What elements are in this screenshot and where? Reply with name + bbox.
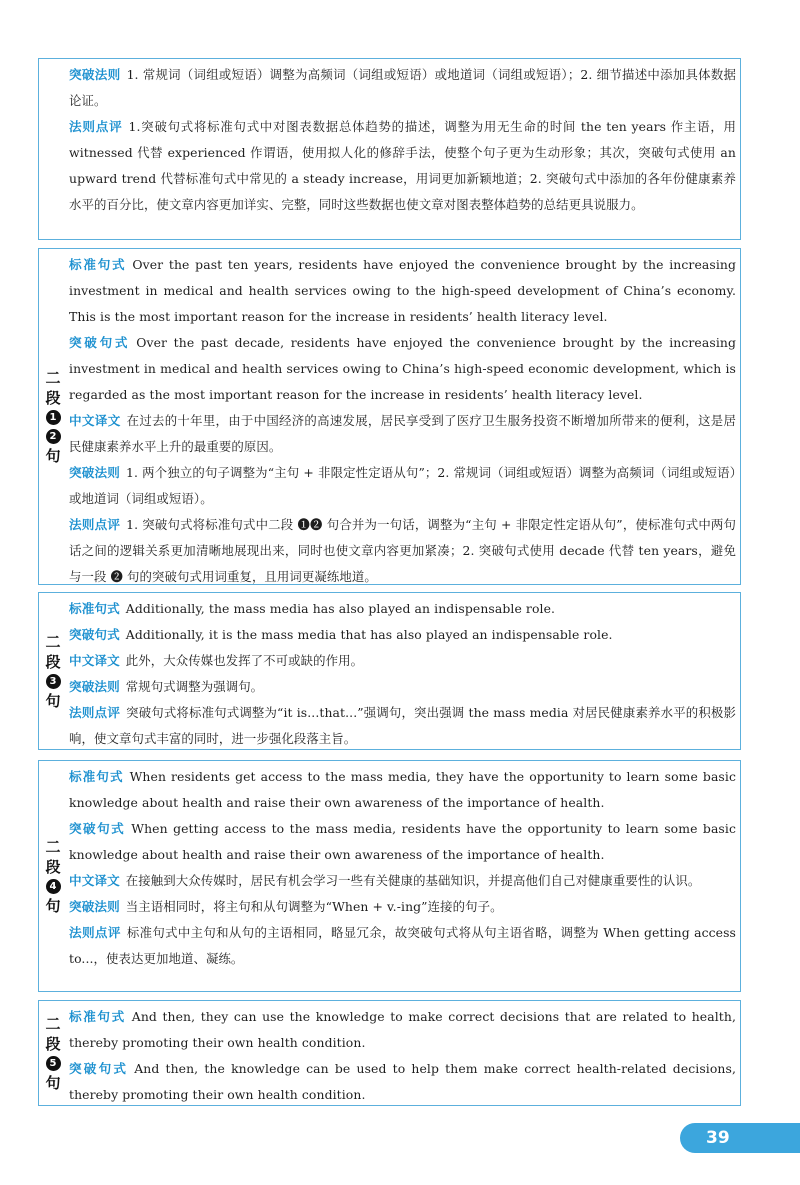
row-breakthrough [69,816,736,868]
side-label-duan: 段 [45,857,61,876]
row-text: Over the past ten years, residents have enjoyed the convenience brought by the increasing investment in medical and health services owing to the high-speed development of China’s economy. This is the most important reason for the increase in residents’ health literacy level. [69,257,736,324]
row-text: 在接触到大众传媒时，居民有机会学习一些有关健康的基础知识，并提高他们自己对健康重要性的认识。 [125,873,701,888]
row-technique [69,894,736,920]
row-tag: 突破法则 [69,465,121,480]
row-standard [69,764,736,816]
row-text: 1. 突破句式将标准句式中二段 ❶❷ 句合并为一句话，调整为“主句 + 非限定性定语从句”，使标准句式中两句话之间的逻辑关系更加清晰地展现出来，同时也使文章内容更加紧凑；2. 突破句式使用 decade 代替 ten years，避免与一段 ❷ 句的突破句式用词重复，且用词更凝练地道。 [69,517,736,584]
row-tag: 突破法则 [69,67,121,82]
sentence-number-badge: 4 [46,879,61,894]
section-content [67,59,740,218]
row-tag: 突破法则 [69,899,120,914]
row-comment [69,700,736,750]
row-text: 1.突破句式将标准句式中对图表数据总体趋势的描述，调整为用无生命的时间 the ten years 作主语，用 witnessed 代替 experienced 作谓语，使用拟人化的修辞手法，使整个句子更为生动形象；其次，突破句式使用 an upward trend 代替标准句式中常见的 a steady increase，用词更加新颖地道；2. 突破句式中添加的各年份健康素养水平的百分比，使文章内容更加详实、完整，同时这些数据也使文章对图表整体趋势的总结更具说服力。 [69,119,736,212]
row-tag: 标准句式 [69,1009,126,1024]
row-tag: 法则点评 [69,517,121,532]
section-box-3 [38,592,741,750]
side-label-er: 二 [45,837,61,856]
sentence-number-badge: 5 [46,1056,61,1071]
row-text: 1. 两个独立的句子调整为“主句 + 非限定性定语从句”；2. 常规词（词组或短语）调整为高频词（词组或短语）或地道词（词组或短语）。 [69,465,737,506]
row-tag: 中文译文 [69,873,120,888]
page-number: 39 [706,1128,730,1148]
side-label-ju: 句 [45,691,61,710]
section-content [67,249,740,585]
row-standard [69,252,736,330]
row-tag: 标准句式 [69,601,120,616]
row-tag: 法则点评 [69,925,121,940]
sentence-number-badge: 1 [46,410,61,425]
side-label-er: 二 [45,1014,61,1033]
row-tag: 标准句式 [69,257,127,272]
row-text: And then, the knowledge can be used to help them make correct health-related decisions, thereby promoting their own health condition. [69,1061,737,1102]
row-technique [69,460,736,512]
row-technique [69,674,736,700]
row-text: Over the past decade, residents have enjoyed the convenience brought by the increasing investment in medical and health services owing to China’s high-speed economic development, which is regarded as the most important reason for the increase in residents’ health literacy level. [69,335,736,402]
section-box-5 [38,1000,741,1106]
row-text: Additionally, the mass media has also played an indispensable role. [125,601,556,616]
side-label-duan: 段 [45,652,61,671]
row-text: 此外，大众传媒也发挥了不可或缺的作用。 [125,653,364,668]
section-box-4 [38,760,741,992]
side-label-ju: 句 [45,1073,61,1092]
row-breakthrough [69,330,736,408]
row-text: 常规句式调整为强调句。 [125,679,264,694]
row-tag: 法则点评 [69,119,123,134]
section-content [67,1001,740,1106]
row-text: 在过去的十年里，由于中国经济的高速发展，居民享受到了医疗卫生服务投资不断增加所带来的便利，这是居民健康素养水平上升的最重要的原因。 [69,413,736,454]
side-label-er: 二 [45,368,61,387]
side-label-duan: 段 [45,1034,61,1053]
row-tag: 标准句式 [69,769,124,784]
row-text: When getting access to the mass media, residents have the opportunity to learn some basic knowledge about health and raise their own awareness of the importance of health. [69,821,736,862]
row-comment [69,920,736,972]
sentence-number-badge: 2 [46,429,61,444]
row-tag: 突破法则 [69,679,120,694]
row-technique [69,62,736,114]
row-standard [69,1004,736,1056]
row-text: When residents get access to the mass media, they have the opportunity to learn some basic knowledge about health and raise their own awareness of the importance of health. [69,769,736,810]
side-label [39,1001,67,1105]
row-breakthrough [69,622,736,648]
side-label [39,761,67,991]
side-label-ju: 句 [45,896,61,915]
section-box-2 [38,248,741,585]
row-text: Additionally, it is the mass media that has also played an indispensable role. [125,627,613,642]
row-text: And then, they can use the knowledge to make correct decisions that are related to health, thereby promoting their own health condition. [69,1009,736,1050]
section-content [67,593,740,750]
section-box-1 [38,58,741,240]
row-text: 当主语相同时，将主句和从句调整为“When + v.-ing”连接的句子。 [125,899,503,914]
side-label-ju: 句 [45,446,61,465]
row-text: 标准句式中主句和从句的主语相同，略显冗余，故突破句式将从句主语省略，调整为 When getting access to...，使表达更加地道、凝练。 [69,925,736,966]
sentence-number-badge: 3 [46,674,61,689]
side-label-duan: 段 [45,388,61,407]
section-content [67,761,740,972]
row-tag: 法则点评 [69,705,121,720]
side-label [39,593,67,749]
row-tag: 突破句式 [69,335,131,350]
row-translation [69,408,736,460]
row-tag: 突破句式 [69,821,126,836]
row-comment [69,114,736,218]
side-label-er: 二 [45,632,61,651]
row-text: 1. 常规词（词组或短语）调整为高频词（词组或短语）或地道词（词组或短语）；2. 细节描述中添加具体数据论证。 [69,67,736,108]
row-text: 突破句式将标准句式调整为“it is...that...”强调句，突出强调 the mass media 对居民健康素养水平的积极影响，使文章句式丰富的同时，进一步强化段落主旨。 [69,705,736,746]
row-tag: 中文译文 [69,413,121,428]
row-standard [69,596,736,622]
page-number-tab [680,1123,800,1153]
row-translation [69,648,736,674]
side-label [39,249,67,584]
row-tag: 突破句式 [69,627,120,642]
row-translation [69,868,736,894]
row-tag: 中文译文 [69,653,120,668]
row-comment [69,512,736,585]
row-tag: 突破句式 [69,1061,129,1076]
row-breakthrough [69,1056,736,1106]
